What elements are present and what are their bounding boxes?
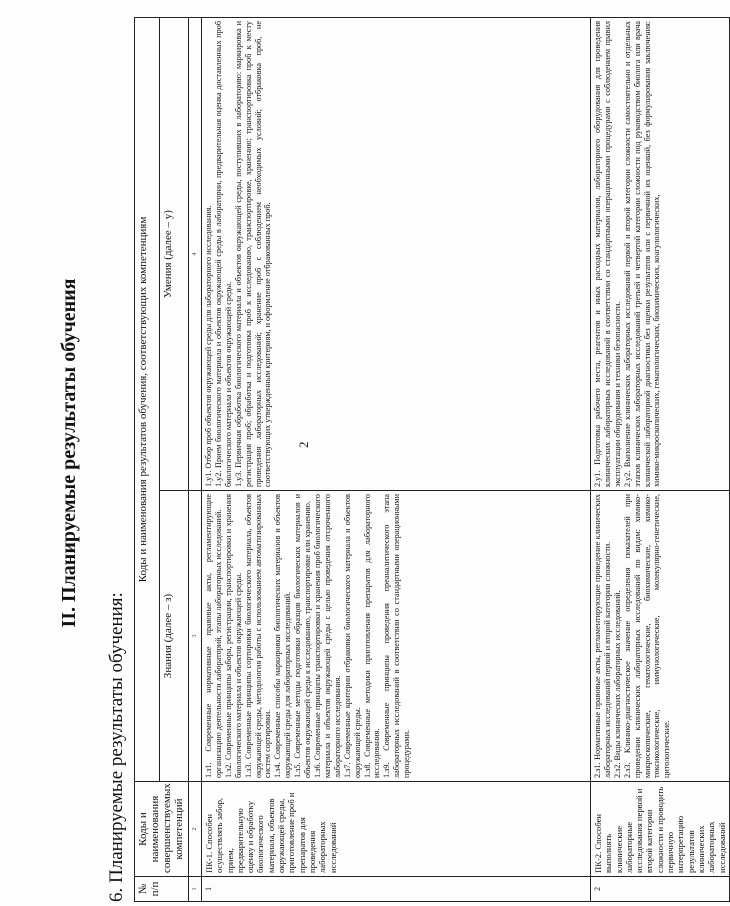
skills-header: Умения (далее – у) xyxy=(160,18,189,491)
competence-cell xyxy=(202,782,591,877)
knowledge-item: 2.з3. Клинико-диагностическое значение определения показателей при проведении клинических лабораторных исследований по видам: химико-микроскопические, гематологические, биохимические, химико-токсикологические, иммунологические, молекулярно-генетические, цитологические. xyxy=(622,494,672,778)
knowledge-item: 1.з9. Современные принципы проведения преаналитического этапа лабораторных исследований в соответствии со стандартными операционными процедурами. xyxy=(382,494,412,778)
section-heading: II. Планируемые результаты обучения xyxy=(58,278,80,628)
knowledge-item: 1.з1. Современные нормативные правовые акты, регламентирующие организацию деятельности лабораторий, этапы лабораторных исследований. xyxy=(204,494,223,778)
knowledge-item: 2.з1. Нормативные правовые акты, регламентирующие проведение клинических лабораторных исследований первой и второй категории сложности. xyxy=(593,494,612,778)
knowledge-item: 1.з6. Современные принципы транспортировки и хранения проб биологического материала и объектов окружающей среды с целью проведения отсроченного лабораторного исследования. xyxy=(312,494,342,778)
skill-item: 1.у1. Отбор проб объектов окружающей среды для лабораторного исследования. xyxy=(204,205,213,487)
skill-item: 2.у1. Подготовка рабочего места, реагентов и иных расходных материалов, лабораторного оборудования для проведения клинических лабораторных исследований в соответствии со стандартными операционными процедурами с соблюдением правил эксплуатации оборудования и техники безопасности. xyxy=(593,21,622,487)
knowledge-item: 2.з2. Виды клинических лабораторных исследований. xyxy=(612,590,622,778)
table-row xyxy=(202,18,591,902)
row-number: 1 xyxy=(202,877,591,902)
knowledge-item: 1.з7. Современные критерии отбраковки биологического материала и объектов окружающей среды. xyxy=(342,494,362,778)
no-header: № п/п xyxy=(135,877,189,902)
knowledge-item: 1.з4. Современные способы маркировки биологических материалов и объектов окружающей среды для лабораторных исследований. xyxy=(273,494,293,778)
competence-header: Коды и наименования совершенствуемых компетенций xyxy=(135,782,189,877)
knowledge-item: 1.з3. Современные принципы сортировки биологического материала, объектов окружающей среды, методология работы с использованием автоматизированных систем сортировки. xyxy=(243,494,273,778)
knowledge-item: 1.з5. Современные методы подготовки образцов биологических материалов и объектов окружающей среды к исследованию, транспортировке или хранению. xyxy=(293,494,313,778)
column-number: 2 xyxy=(189,782,202,877)
knowledge-item: 1.з2. Современные принципы забора, регистрации, транспортировки и хранения биологического материала и объектов окружающей среды. xyxy=(223,494,243,778)
skill-item: 1.у3. Первичная обработка биологического материала и объектов окружающей среды, поступивших в лабораторию: маркировка и регистрация проб; обработка и подготовка проб к исследованию, транспортировке, хранению; транспортировка проб к месту проведения лабораторных исследований; хранение проб с соблюдением необходимых условий; отбраковка проб, не соответствующих утвержденным критериям, и оформление отбракованных проб. xyxy=(233,21,273,487)
knowledge-cell xyxy=(591,491,730,782)
competence-text: ПК-1. Способен осуществлять забор, прием, предварительную оценку и обработку биологического материала, объектов окружающей среды, приготовление проб и препаратов для проведения лабораторных исследований xyxy=(204,792,338,873)
knowledge-item: 1.з8. Современные методики приготовления препаратов для лабораторного исследования. xyxy=(362,494,382,778)
skill-item: 1.у2. Прием биологического материала и объектов окружающей среды в лаборатории, предварительная оценка доставленных проб биологического материала и объектов окружающей среды. xyxy=(213,21,233,487)
column-number: 1 xyxy=(189,877,202,902)
competence-text: ПК-2. Способен выполнять клинические лабораторные исследования первой и второй категории сложности и проводить первичную интерпретацию результатов клинических лабораторных исследований xyxy=(593,786,727,873)
knowledge-cell xyxy=(202,491,591,782)
column-number: 4 xyxy=(189,18,202,491)
results-group-header: Коды и наименования результатов обучения, соответствующих компетенциям xyxy=(135,18,160,782)
page-number: 2 xyxy=(296,441,311,448)
skills-cell xyxy=(591,18,730,491)
skill-item: 2.у2. Выполнение клинических лабораторных исследований первой и второй категории сложности самостоятельно и отдельных этапов клинических лабораторных исследований третьей и четвертой категории сложности под руководством биолога или врача клинической лабораторной диагностики без оценки результатов или с первичной их оценкой, без формулирования заключения: химико-микроскопических, гематологических, биохимических, коагулологических, xyxy=(622,21,662,487)
row-number: 2 xyxy=(591,877,730,902)
column-number: 3 xyxy=(189,491,202,782)
knowledge-header: Знания (далее – з) xyxy=(160,491,189,782)
competence-cell xyxy=(591,782,730,877)
skills-cell xyxy=(202,18,591,491)
results-table xyxy=(134,17,730,902)
table-row xyxy=(591,18,730,902)
table-caption: 6. Планируемые результаты обучения: xyxy=(106,592,127,902)
